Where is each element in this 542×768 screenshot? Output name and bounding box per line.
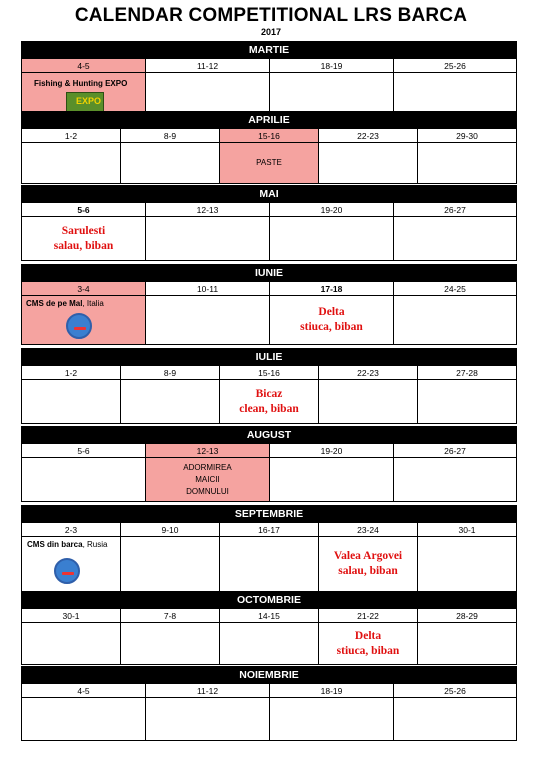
event-cell: [121, 623, 220, 664]
event-cell: [319, 537, 418, 591]
date-cell: 16-17: [220, 523, 319, 537]
event-cell: [394, 296, 516, 344]
date-cell: 19-20: [270, 203, 394, 217]
event-cell: [270, 698, 394, 740]
date-cell: 28-29: [418, 609, 516, 623]
competition-label: CMS de pe Mal, Italia: [26, 299, 104, 308]
holiday-cell: [146, 458, 270, 501]
event-cell: [22, 296, 146, 344]
date-cell: 5-6: [22, 203, 146, 217]
event-species: stiuca, biban: [336, 644, 400, 657]
event-cell: [121, 380, 220, 423]
date-cell: 30-1: [22, 609, 121, 623]
date-cell: 25-26: [394, 684, 516, 698]
event-cell: [270, 458, 394, 501]
event-cell: [146, 698, 270, 740]
date-cell: 25-26: [394, 59, 516, 73]
date-cell: 18-19: [270, 684, 394, 698]
event-cell: [22, 73, 146, 113]
holiday-cell: [220, 143, 319, 183]
date-cell: 24-25: [394, 282, 516, 296]
event-cell: [121, 143, 220, 183]
month-header: SEPTEMBRIE: [22, 506, 516, 523]
event-cell: [319, 623, 418, 664]
event-cell: [418, 143, 516, 183]
month-header: NOIEMBRIE: [22, 667, 516, 684]
month-header: MARTIE: [22, 42, 516, 59]
month-septembrie: [21, 505, 517, 592]
event-location: Delta: [318, 306, 345, 318]
event-cell: [319, 380, 418, 423]
date-cell: 14-15: [220, 609, 319, 623]
month-iulie: [21, 348, 517, 424]
event-cell: [22, 458, 146, 501]
date-cell: 18-19: [270, 59, 394, 73]
year-label: 2017: [260, 27, 282, 37]
holiday-label: PASTE: [256, 158, 282, 167]
date-cell: 17-18: [270, 282, 394, 296]
event-cell: [22, 380, 121, 423]
event-cell: [146, 217, 270, 260]
date-cell: 15-16: [220, 129, 319, 143]
month-martie: [21, 41, 517, 114]
date-cell: 21-22: [319, 609, 418, 623]
event-cell: [22, 537, 121, 591]
date-cell: 8-9: [121, 129, 220, 143]
date-cell: 23-24: [319, 523, 418, 537]
month-aprilie: [21, 111, 517, 184]
date-cell: 15-16: [220, 366, 319, 380]
event-cell: [418, 623, 516, 664]
month-header: APRILIE: [22, 112, 516, 129]
event-species: clean, biban: [239, 402, 299, 415]
date-cell: 26-27: [394, 203, 516, 217]
date-cell: 26-27: [394, 444, 516, 458]
event-location: Delta: [354, 629, 382, 642]
event-cell: [146, 296, 270, 344]
expo-logo-icon: EXPO: [66, 92, 104, 112]
month-iunie: [21, 264, 517, 345]
event-cell: [418, 537, 516, 591]
event-location: Sarulesti: [61, 224, 106, 237]
event-cell: [22, 623, 121, 664]
month-august: [21, 426, 517, 502]
month-header: AUGUST: [22, 427, 516, 444]
date-cell: 22-23: [319, 366, 418, 380]
date-cell: 12-13: [146, 444, 270, 458]
date-cell: 4-5: [22, 684, 146, 698]
event-species: salau, biban: [338, 565, 398, 577]
month-header: MAI: [22, 186, 516, 203]
event-cell: [270, 296, 394, 344]
date-cell: 11-12: [146, 684, 270, 698]
holiday-label: ADORMIREA: [183, 462, 232, 472]
event-cell: [220, 380, 319, 423]
event-cell: [220, 623, 319, 664]
event-cell: [319, 143, 418, 183]
event-cell: [270, 73, 394, 113]
date-cell: 5-6: [22, 444, 146, 458]
date-cell: 22-23: [319, 129, 418, 143]
event-cell: [394, 73, 516, 113]
date-cell: 27-28: [418, 366, 516, 380]
month-header: IULIE: [22, 349, 516, 366]
event-cell: [270, 217, 394, 260]
date-cell: 1-2: [22, 129, 121, 143]
event-cell: [394, 217, 516, 260]
expo-label: Fishing & Hunting EXPO: [34, 79, 128, 88]
date-cell: 4-5: [22, 59, 146, 73]
fips-logo-icon: [66, 313, 92, 339]
month-noiembrie: [21, 666, 517, 741]
event-cell: [121, 537, 220, 591]
holiday-label: DOMNULUI: [186, 486, 229, 496]
month-header: IUNIE: [22, 265, 516, 282]
event-location: Bicaz: [255, 387, 283, 400]
date-cell: 30-1: [418, 523, 516, 537]
event-cell: [418, 380, 516, 423]
event-cell: [146, 73, 270, 113]
competition-label: CMS din barca, Rusia: [27, 540, 108, 549]
date-cell: 9-10: [121, 523, 220, 537]
event-cell: [394, 698, 516, 740]
month-mai: [21, 185, 517, 261]
fips-logo-icon: [54, 558, 80, 584]
date-cell: 29-30: [418, 129, 516, 143]
event-location: Valea Argovei: [333, 550, 403, 562]
event-cell: [22, 143, 121, 183]
date-cell: 3-4: [22, 282, 146, 296]
month-header: OCTOMBRIE: [22, 592, 516, 609]
event-cell: [220, 537, 319, 591]
date-cell: 11-12: [146, 59, 270, 73]
date-cell: 10-11: [146, 282, 270, 296]
month-octombrie: [21, 591, 517, 665]
date-cell: 12-13: [146, 203, 270, 217]
date-cell: 19-20: [270, 444, 394, 458]
event-cell: [22, 217, 146, 260]
date-cell: 8-9: [121, 366, 220, 380]
holiday-label: MAICII: [195, 474, 220, 484]
date-cell: 2-3: [22, 523, 121, 537]
event-cell: [22, 698, 146, 740]
page-title: CALENDAR COMPETITIONAL LRS BARCA: [74, 5, 468, 26]
event-cell: [394, 458, 516, 501]
date-cell: 7-8: [121, 609, 220, 623]
event-species: salau, biban: [53, 239, 114, 252]
event-species: stiuca, biban: [300, 321, 363, 333]
date-cell: 1-2: [22, 366, 121, 380]
